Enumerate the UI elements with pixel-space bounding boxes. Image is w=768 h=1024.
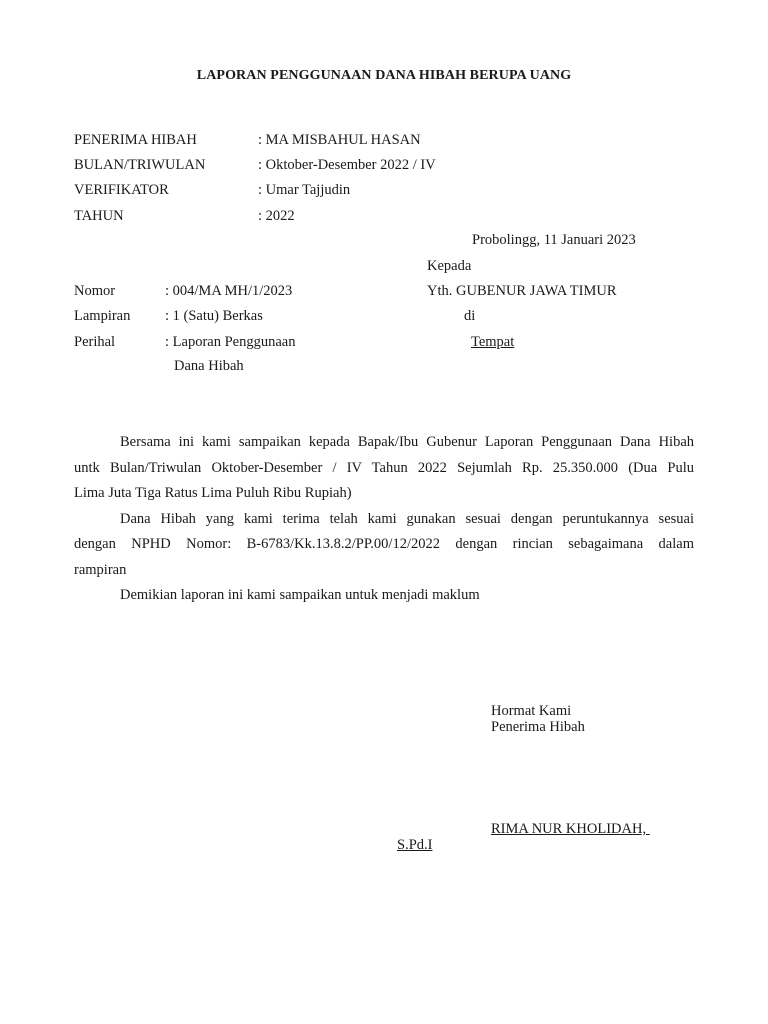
document-title: LAPORAN PENGGUNAAN DANA HIBAH BERUPA UANG [196, 68, 572, 83]
recipient-di: di [464, 308, 476, 324]
closing-penerima: Penerima Hibah [491, 719, 585, 735]
info-label-penerima: PENERIMA HIBAH [74, 132, 197, 148]
info-value-bulan: : Oktober-Desember 2022 / IV [258, 157, 436, 173]
info-value-penerima: : MA MISBAHUL HASAN [258, 132, 421, 148]
meta-label-perihal: Perihal [74, 334, 116, 350]
recipient-tempat: Tempat [471, 334, 515, 350]
signatory-degree: S.Pd.I [397, 837, 433, 853]
info-label-verifikator: VERIFIKATOR [74, 182, 169, 198]
body-text [74, 430, 694, 609]
recipient-kepada: Kepada [427, 258, 472, 274]
paragraph-2-line-1: Dana Hibah yang kami terima telah kami gunakan sesuai dengan peruntukannya sesuai [120, 510, 694, 527]
paragraph-1-line-1: Bersama ini kami sampaikan kepada Bapak/Ibu Gubenur Laporan Penggunaan Dana Hibah [120, 434, 694, 450]
paragraph-1-line-3: Lima Juta Tiga Ratus Lima Puluh Ribu Rupiah) [74, 485, 352, 501]
info-label-tahun: TAHUN [74, 208, 124, 224]
paragraph-1-line-2: untk Bulan/Triwulan Oktober-Desember / IV Tahun 2022 Sejumlah Rp. 25.350.000 (Dua Pulu [74, 459, 694, 476]
info-label-bulan: BULAN/TRIWULAN [74, 157, 206, 173]
meta-value-perihal: : Laporan Penggunaan [165, 334, 296, 350]
meta-label-nomor: Nomor [74, 283, 116, 299]
signatory-name: RIMA NUR KHOLIDAH, [491, 821, 650, 837]
recipient-name: Yth. GUBENUR JAWA TIMUR [427, 283, 617, 299]
meta-value-nomor: : 004/MA MH/1/2023 [165, 283, 293, 299]
info-value-tahun: : 2022 [258, 208, 295, 224]
paragraph-2-line-2: dengan NPHD Nomor: B-6783/Kk.13.8.2/PP.00/12/2022 dengan rincian sebagaimana dalam [74, 536, 694, 552]
meta-label-lampiran: Lampiran [74, 308, 131, 324]
info-value-verifikator: : Umar Tajjudin [258, 182, 351, 198]
meta-perihal-continued: Dana Hibah [174, 358, 244, 374]
paragraph-3: Demikian laporan ini kami sampaikan untuk menjadi maklum [120, 587, 480, 603]
paragraph-2-line-3: rampiran [74, 561, 127, 578]
place-date: Probolingg, 11 Januari 2023 [472, 232, 636, 248]
closing-hormat: Hormat Kami [491, 703, 572, 719]
meta-value-lampiran: : 1 (Satu) Berkas [165, 308, 263, 324]
